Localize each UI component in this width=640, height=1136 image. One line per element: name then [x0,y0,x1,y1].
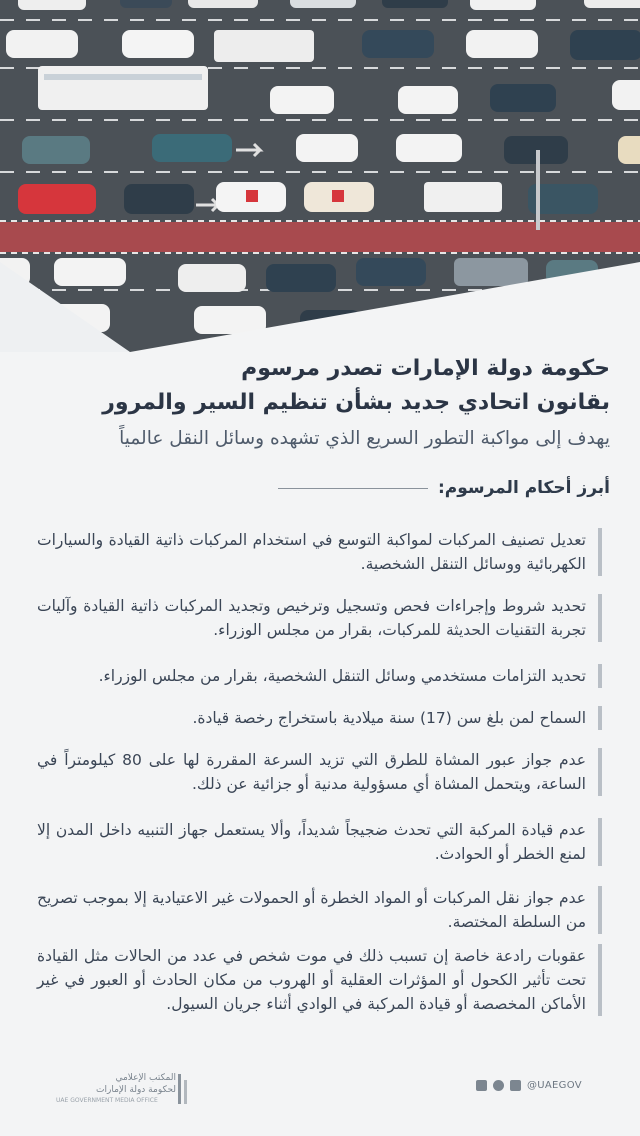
social-handle[interactable] [476,1080,582,1091]
provision-item: تعديل تصنيف المركبات لمواكبة التوسع في استخدام المركبات ذاتية القيادة والسيارات الكهربائية ووسائل التنقل الشخصية. [37,528,602,576]
media-office-logo [56,1072,176,1106]
provision-item: عدم جواز نقل المركبات أو المواد الخطرة أو الحمولات غير الاعتيادية إلا بموجب تصريح من السلطة المختصة. [37,886,602,934]
section-label: أبرز أحكام المرسوم: [437,478,610,498]
provision-item: عدم قيادة المركبة التي تحدث ضجيجاً شديداً، وألا يستعمل جهاز التنبيه داخل المدن إلا لمنع الخطر أو الحوادث. [37,818,602,866]
logo-line-2: لحكومة دولة الإمارات [96,1085,176,1095]
title-line-1: حكومة دولة الإمارات تصدر مرسوم [241,356,610,381]
section-rule [278,488,428,489]
section-heading [25,478,610,498]
hero-traffic-photo [0,0,640,352]
x-icon [476,1080,487,1091]
provision-item: عدم جواز عبور المشاة للطرق التي تزيد السرعة المقررة لها على 80 كيلومتراً في الساعة، ويتحمل المشاة أي مسؤولية مدنية أو جزائية عن ذلك. [37,748,602,796]
logo-english: UAE GOVERNMENT MEDIA OFFICE [56,1097,158,1104]
headline [25,352,610,454]
logo-line-1: المكتب الإعلامي [115,1073,176,1083]
provision-item: تحديد التزامات مستخدمي وسائل التنقل الشخصية، بقرار من مجلس الوزراء. [37,664,602,688]
youtube-icon [510,1080,521,1091]
instagram-icon [493,1080,504,1091]
media-office-emblem-icon [176,1074,190,1104]
diagonal-overlay [0,0,640,352]
provision-item: السماح لمن بلغ سن (17) سنة ميلادية باستخراج رخصة قيادة. [37,706,602,730]
footer [0,1070,640,1126]
subtitle: يهدف إلى مواكبة التطور السريع الذي تشهده وسائل النقل عالمياً [119,428,610,449]
provision-item: عقوبات رادعة خاصة إن تسبب ذلك في موت شخص في عدد من الحالات مثل القيادة تحت تأثير الكحول أو المؤثرات العقلية أو الهروب من مكان الحادث أو العبور في غير الأماكن المخصصة أو قيادة المركبة في الوادي أثناء جريان السيول. [37,944,602,1016]
provision-item: تحديد شروط وإجراءات فحص وتسجيل وترخيص وتجديد المركبات ذاتية القيادة وآليات تجربة التقنيات الحديثة للمركبات، بقرار من مجلس الوزراء. [37,594,602,642]
title-line-2: بقانون اتحادي جديد بشأن تنظيم السير والمرور [102,390,610,415]
handle-text: @UAEGOV [527,1080,582,1091]
